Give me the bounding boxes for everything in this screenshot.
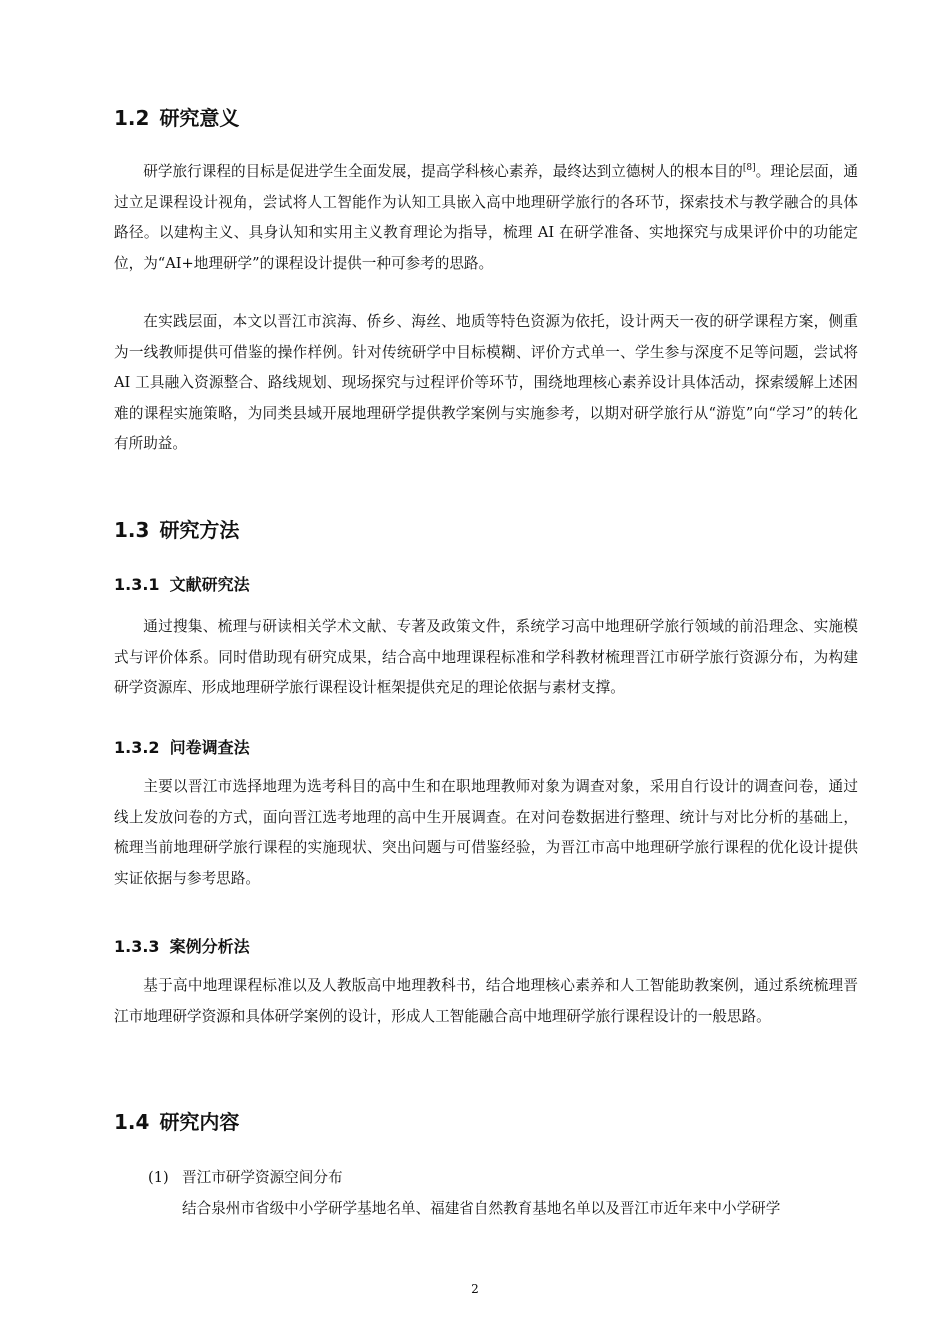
paragraph-significance-practice: 在实践层面，本文以晋江市滨海、侨乡、海丝、地质等特色资源为依托，设计两天一夜的研学课程方案，侧重为一线教师提供可借鉴的操作样例。针对传统研学中目标模糊、评价方式单一、学生参与深度不足等问题，尝试将 AI 工具融入资源整合、路线规划、现场探究与过程评价等环节，围绕地理核心素养设计具体活动，探索缓解上述困难的课程实施策略，为同类县域开展地理研学提供教学案例与实施参考，以期对研学旅行从“游览”向“学习”的转化有所助益。 [114, 313, 858, 452]
section-title: 研究内容 [159, 1110, 240, 1134]
section-heading-1-3 [114, 514, 239, 543]
paragraph-case-method: 基于高中地理课程标准以及人教版高中地理教科书，结合地理核心素养和人工智能助教案例，通过系统梳理晋江市地理研学资源和具体研学案例的设计，形成人工智能融合高中地理研学旅行课程设计的一般思路。 [114, 977, 858, 1025]
subsection-title: 文献研究法 [169, 575, 250, 594]
section-number: 1.4 [114, 1110, 150, 1134]
section-heading-1-2 [114, 102, 239, 131]
subsection-number: 1.3.1 [114, 575, 160, 594]
subsection-heading-1-3-1 [114, 572, 250, 595]
list-item-number: (1) [148, 1169, 169, 1186]
subsection-number: 1.3.2 [114, 738, 160, 757]
list-item-paragraph: 结合泉州市省级中小学研学基地名单、福建省自然教育基地名单以及晋江市近年来中小学研学 [182, 1200, 781, 1217]
subsection-number: 1.3.3 [114, 937, 160, 956]
paragraph-survey-method: 主要以晋江市选择地理为选考科目的高中生和在职地理教师对象为调查对象，采用自行设计的调查问卷，通过线上发放问卷的方式，面向晋江选考地理的高中生开展调查。在对问卷数据进行整理、统计与对比分析的基础上，梳理当前地理研学旅行课程的实施现状、突出问题与可借鉴经验，为晋江市高中地理研学旅行课程的优化设计提供实证依据与参考思路。 [114, 778, 858, 887]
list-item [148, 1166, 343, 1187]
paragraph-significance-theory [114, 157, 858, 279]
section-number: 1.3 [114, 518, 150, 542]
section-title: 研究意义 [159, 106, 240, 130]
section-heading-1-4 [114, 1106, 239, 1135]
paragraph-text: 。理论层面，通过立足课程设计视角，尝试将人工智能作为认知工具嵌入高中地理研学旅行的各环节，探索技术与教学融合的具体路径。以建构主义、具身认知和实用主义教育理论为指导，梳理 AI 在研学准备、实地探究与成果评价中的功能定位，为“AI+地理研学”的课程设计提供一种可参考的思路。 [114, 163, 858, 272]
section-number: 1.2 [114, 106, 150, 130]
section-title: 研究方法 [159, 518, 240, 542]
citation-ref: [8] [742, 163, 756, 174]
list-item-label: 晋江市研学资源空间分布 [182, 1169, 343, 1186]
subsection-heading-1-3-2 [114, 735, 250, 758]
page-number: 2 [471, 1282, 479, 1296]
paragraph-literature-method: 通过搜集、梳理与研读相关学术文献、专著及政策文件，系统学习高中地理研学旅行领域的前沿理念、实施模式与评价体系。同时借助现有研究成果，结合高中地理课程标准和学科教材梳理晋江市研学旅行资源分布，为构建研学资源库、形成地理研学旅行课程设计框架提供充足的理论依据与素材支撑。 [114, 618, 858, 696]
subsection-title: 问卷调查法 [169, 738, 250, 757]
paragraph-text: 研学旅行课程的目标是促进学生全面发展，提高学科核心素养，最终达到立德树人的根本目的 [143, 163, 743, 180]
subsection-heading-1-3-3 [114, 934, 250, 957]
subsection-title: 案例分析法 [169, 937, 250, 956]
